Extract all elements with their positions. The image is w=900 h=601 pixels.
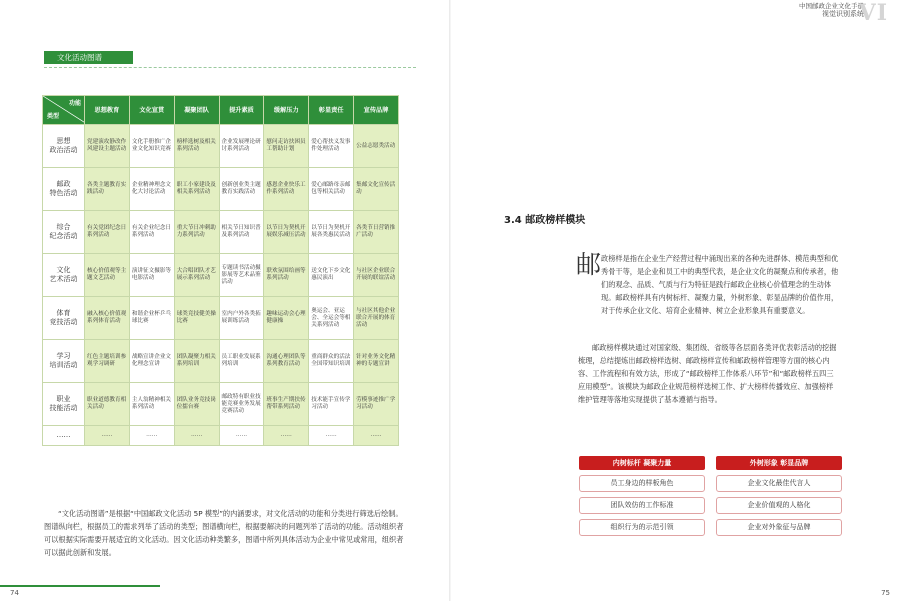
table-cell: 室内户外各类拓展训练活动 [219,297,264,340]
table-cell: 战略宣讲企业文化理念宣讲 [129,340,174,383]
table-cell: 邮政特有职业技能竞赛业务发展竞赛活动 [219,383,264,426]
row-type-label: 综合 纪念活动 [43,211,85,254]
corner-function-label: 功能 [68,100,81,107]
table-cell: 员工职业发展系列培训 [219,340,264,383]
table-cell: 爱心邮路母亲邮包等相关活动 [309,168,354,211]
header-section-title: 视觉识别系统 [822,10,864,18]
table-cell: 技术能手宣传学习活动 [309,383,354,426]
dashed-divider [44,66,416,68]
table-cell: 团队凝聚力相关系列培训 [174,340,219,383]
column-header: 宣传品牌 [354,96,399,125]
table-cell: 职业道德教育相关活动 [85,383,130,426]
internal-benchmark-item: 组织行为的示范引领 [579,519,705,536]
table-cell: 演讲征文摄影等电影活动 [129,254,174,297]
table-cell: 企业精神理念文化大讨论活动 [129,168,174,211]
table-cell: …… [309,426,354,446]
header-manual-title: 中国邮政企业文化手册 [799,2,864,10]
internal-benchmark-item: 团队效仿的工作标准 [579,497,705,514]
table-cell: 和谐企业杯乒乓球比赛 [129,297,174,340]
table-cell: 重商群众的活法全国带知识培训 [309,340,354,383]
section-tag: 文化活动图谱 [44,51,133,64]
page-gutter [449,0,451,601]
column-header: 提升素质 [219,96,264,125]
table-row [43,254,399,297]
table-cell: 各类节日营销推广活动 [354,211,399,254]
table-cell: 榜样选树及相关系列活动 [174,125,219,168]
table-cell: 集邮文化宣传活动 [354,168,399,211]
footer-rule [0,585,160,587]
table-cell: 爱心帮扶义发事件处理活动 [309,125,354,168]
drop-cap: 邮 [576,250,602,279]
external-image-item: 企业价值观的人格化 [716,497,842,514]
table-cell: 沟通心理团队等系列教育活动 [264,340,309,383]
table-cell: …… [264,426,309,446]
table-cell: 劳模事迹推广学习活动 [354,383,399,426]
table-cell: 大合唱团队才艺展示系列活动 [174,254,219,297]
right-paragraph-2: 邮政榜样模块通过对国家级、集团级、省级等各层面各类评优表彰活动的挖掘梳理，总结提炼出邮政榜样选树、邮政榜样宣传和邮政榜样管理等方面的核心内容、工作流程和有效方法，形成了“邮政榜样工作体系八环节”和“邮政榜样五四三应用模型”。该模块为邮政企业规范榜样选树工作、扩大榜样传播效应、加强榜样维护管理等落地实现提供了基本遵循与指导。 [578,343,837,405]
table-cell: 球类竞技健美操比赛 [174,297,219,340]
table-cell: 与社区企业联合开展的联谊活动 [354,254,399,297]
table-row [43,426,399,446]
row-type-label: 职业 技能活动 [43,383,85,426]
table-cell: 以节日为契机开展各类惠民活动 [309,211,354,254]
table-cell: 有关党团纪念日系列活动 [85,211,130,254]
external-image-box [716,456,842,536]
table-cell: 联欢氛围给画等系列活动 [264,254,309,297]
table-cell: 创新创业类主题教育实践活动 [219,168,264,211]
table-cell: …… [85,426,130,446]
table-row [43,125,399,168]
header-vi-mark: VI [858,0,888,26]
running-header [799,2,864,18]
table-cell: 专题读书活动摄影展等艺术品鉴活动 [219,254,264,297]
external-image-title: 外树形象 彰显品牌 [716,456,842,470]
table-cell: …… [354,426,399,446]
table-cell: 文化手册推广企业文化知识竞赛 [129,125,174,168]
table-cell: 公益志愿类活动 [354,125,399,168]
right-paragraph-1-text: 政榜样是指在企业生产经营过程中涌现出来的各种先进群体、模范典型和优秀骨干等，是企业和员工中的典型代表，是企业文化的凝聚点和传承者，他们的观念、品质、气质与行为特征是践行邮政企业核心价值理念的生动体现。邮政榜样具有内树标杆、凝聚力量，外树形象、彰显品牌的价值作用，对于传承企业文化、培育企业精神、树立企业形象具有重要意义。 [601,254,839,315]
table-cell: …… [129,426,174,446]
table-cell: 与社区其他企业联合开展的体育活动 [354,297,399,340]
row-type-label: 思想 政治活动 [43,125,85,168]
activity-matrix-table [42,95,399,446]
table-cell: 融入核心价值观系列体育活动 [85,297,130,340]
table-cell: 团队业务竞技岗位擂台赛 [174,383,219,426]
table-cell: 主人翁精神相关系列活动 [129,383,174,426]
table-cell: 奥运会、亚运会、全运会等相关系列活动 [309,297,354,340]
table-corner-cell [43,96,85,125]
column-header: 彰显责任 [309,96,354,125]
page-number-right: 75 [881,589,890,597]
table-cell: 送文化下乡文化惠民演出 [309,254,354,297]
table-cell: …… [219,426,264,446]
column-header: 凝聚团队 [174,96,219,125]
table-cell: 相关节日知识普及系列活动 [219,211,264,254]
table-cell: 慰问走访扶困员工帮助计划 [264,125,309,168]
table-cell: 党建演攻静改作风建设主题活动 [85,125,130,168]
internal-benchmark-box [579,456,705,536]
table-cell: 核心价值观等主题文艺活动 [85,254,130,297]
table-cell: 有关企业纪念日系列活动 [129,211,174,254]
page-number-left: 74 [10,589,19,597]
table-cell: 趣味运动会心理健康操 [264,297,309,340]
corner-type-label: 类型 [47,113,60,120]
section-title: 3.4 邮政榜样模块 [504,215,586,226]
right-paragraph-1 [578,252,840,317]
table-row [43,383,399,426]
table-cell: 班事生产期扶传帮带系列活动 [264,383,309,426]
row-type-label: …… [43,426,85,446]
table-row [43,340,399,383]
table-row [43,211,399,254]
table-cell: 以节日为契机开展娱乐减压活动 [264,211,309,254]
external-image-item: 企业文化最佳代言人 [716,475,842,492]
external-image-item: 企业对外象征与品牌 [716,519,842,536]
column-header: 文化宣贯 [129,96,174,125]
table-cell: 感恩企业快乐工作系列活动 [264,168,309,211]
row-type-label: 邮政 特色活动 [43,168,85,211]
row-type-label: 体育 竞技活动 [43,297,85,340]
row-type-label: 文化 艺术活动 [43,254,85,297]
internal-benchmark-item: 员工身边的样板角色 [579,475,705,492]
column-header: 思想教育 [85,96,130,125]
table-header-row [43,96,399,125]
table-row [43,168,399,211]
internal-benchmark-title: 内树标杆 凝聚力量 [579,456,705,470]
table-row [43,297,399,340]
table-cell: 各类主题教育实践活动 [85,168,130,211]
table-cell: 企业发展理论研讨系列活动 [219,125,264,168]
table-cell: …… [174,426,219,446]
row-type-label: 学习 培训活动 [43,340,85,383]
table-cell: 针对业务文化精神的专题宣讲 [354,340,399,383]
table-cell: 职工小家建设及相关系列活动 [174,168,219,211]
table-cell: 重大节日冲刺助力系列活动 [174,211,219,254]
column-header: 缓解压力 [264,96,309,125]
left-body-paragraph: “文化活动图谱”是根据“中国邮政文化活动 5P 模型”的内涵要求，对文化活动的功能和分类进行筛选后绘制。图谱纵向栏，根据员工的需求列举了活动的类型；图谱横向栏，根据要解决的问题列举了活动的功能。活动组织者可以根据实际需要开展适宜的文化活动。因文化活动种类繁多，图谱中所列具体活动为企业中常见或常用，组织者可以据此创新和发展。 [44,509,404,558]
table-cell: 红色主题培训参观学习调研 [85,340,130,383]
